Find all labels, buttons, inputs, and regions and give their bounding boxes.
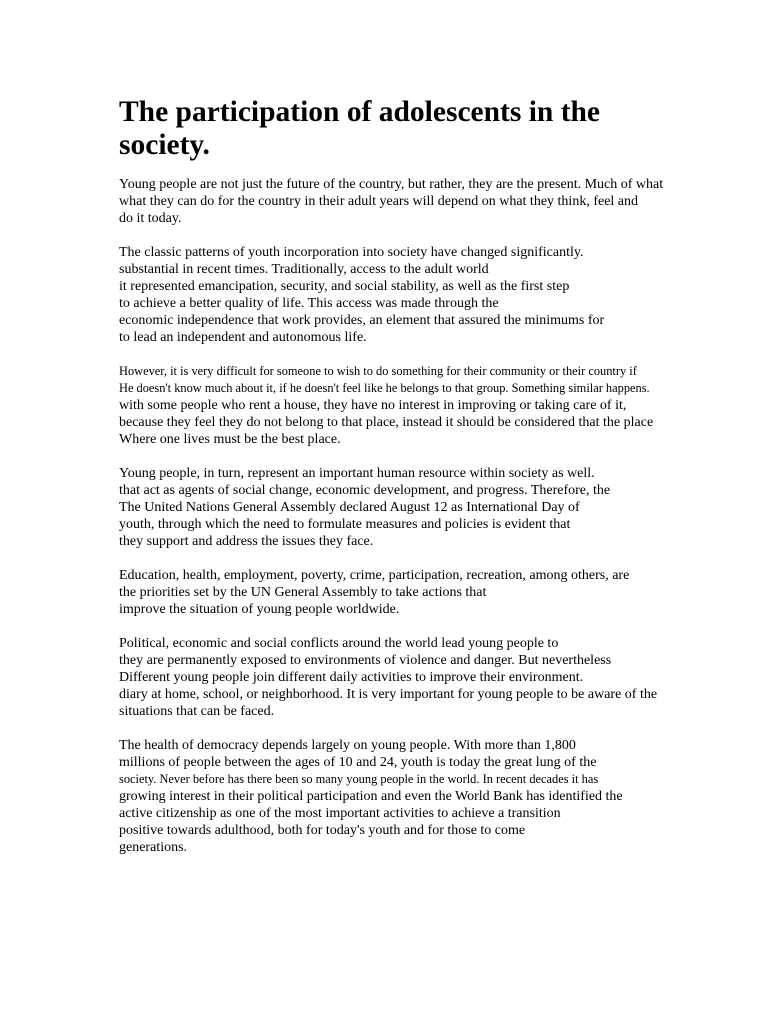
text-line: diary at home, school, or neighborhood. It is very important for young people to be aware of the [119,686,658,702]
text-line: He doesn't know much about it, if he doesn't feel like he belongs to that group. Something similar happens. [119,380,650,395]
text-line: millions of people between the ages of 10 and 24, youth is today the great lung of the [119,754,597,770]
text-line: situations that can be faced. [119,703,275,719]
text-line: The classic patterns of youth incorporation into society have changed significantly. [119,244,584,260]
paragraph [119,465,759,550]
text-line: to lead an independent and autonomous life. [119,330,367,346]
text-line: active citizenship as one of the most important activities to achieve a transition [119,805,561,821]
text-line: improve the situation of young people worldwide. [119,601,400,617]
text-line: growing interest in their political participation and even the World Bank has identified the [119,788,623,804]
text-line: economic independence that work provides, an element that assured the minimums for [119,313,605,329]
text-line: do it today. [119,211,182,227]
text-line: Young people are not just the future of the country, but rather, they are the present. Much of what [119,177,664,192]
paragraph [119,363,759,448]
text-line: it represented emancipation, security, and social stability, as well as the first step [119,278,570,294]
text-line: positive towards adulthood, both for today's youth and for those to come [119,823,526,838]
paragraph-spacer [119,618,759,635]
paragraph-spacer [119,227,759,244]
text-line: with some people who rent a house, they have no interest in improving or taking care of it, [119,398,627,414]
text-line: youth, through which the need to formulate measures and policies is evident that [119,517,571,533]
paragraph [119,567,759,618]
paragraph-spacer [119,550,759,567]
text-line: However, it is very difficult for someone to wish to do something for their community or their country if [119,363,637,378]
paragraph [119,176,759,227]
paragraph [119,737,759,857]
text-line: generations. [119,840,188,856]
paragraph-spacer [119,346,759,363]
text-line: Education, health, employment, poverty, crime, participation, recreation, among others, are [119,567,630,583]
text-line: Where one lives must be the best place. [119,432,341,448]
text-line: they are permanently exposed to environments of violence and danger. But nevertheless [119,652,612,668]
text-line: the priorities set by the UN General Assembly to take actions that [119,584,487,600]
paragraph-spacer [119,448,759,465]
document-title: The participation of adolescents in the society. [119,96,601,161]
text-line: Political, economic and social conflicts around the world lead young people to [119,635,559,651]
paragraph-spacer [119,720,759,737]
text-line: The health of democracy depends largely on young people. With more than 1,800 [119,737,576,753]
text-line: because they feel they do not belong to that place, instead it should be considered that the place [119,415,654,431]
document-page [119,96,759,856]
text-line: Young people, in turn, represent an important human resource within society as well. [119,465,595,481]
text-line: substantial in recent times. Traditionally, access to the adult world [119,261,489,277]
text-line: society. Never before has there been so many young people in the world. In recent decades it has [119,771,599,786]
paragraph [119,244,759,347]
text-line: Different young people join different daily activities to improve their environment. [119,669,584,685]
paragraph [119,635,759,720]
text-line: The United Nations General Assembly declared August 12 as International Day of [119,500,580,515]
document-body [119,176,759,856]
text-line: that act as agents of social change, economic development, and progress. Therefore, the [119,482,611,498]
text-line: to achieve a better quality of life. This access was made through the [119,296,499,312]
text-line: they support and address the issues they face. [119,534,374,550]
text-line: what they can do for the country in their adult years will depend on what they think, feel and [119,194,639,210]
